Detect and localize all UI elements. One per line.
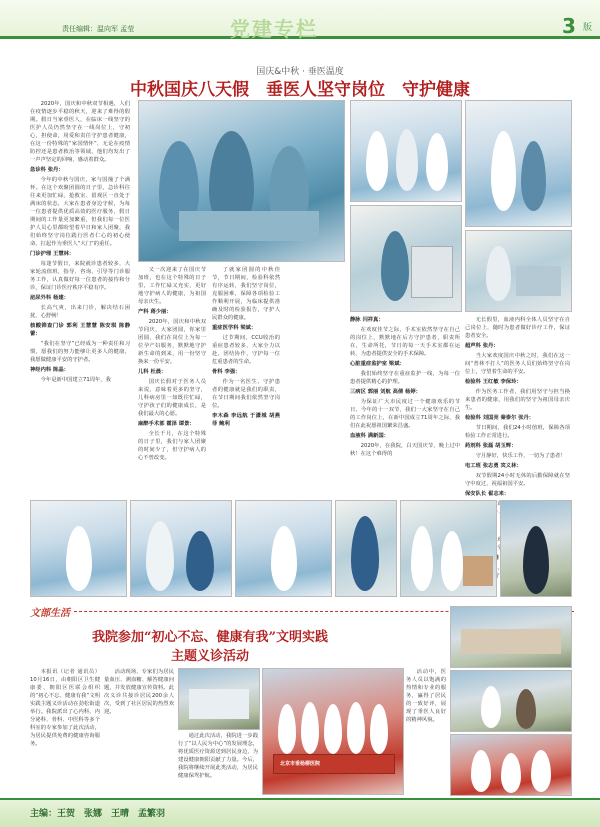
- paragraph: 双节假期24小时无休的后勤保障就在坚守中度过，祝福祖国平安。: [465, 473, 570, 487]
- article-column-5: [465, 316, 570, 496]
- lab-photo: [350, 205, 462, 312]
- paragraph: 国庆长假对于医务人员来说，意味着更多的坚守，儿科病房里一如既往忙碌，守护孩子们的健康成长，是我们最大的心愿。: [138, 379, 206, 417]
- article-column-3: [212, 266, 280, 496]
- paragraph: 全长千月，在这个特殊的日子里，我们与家人团聚的时间少了，但守护病人的心不曾改变。: [138, 431, 206, 461]
- section-title: 党建专栏: [230, 17, 318, 41]
- responsible-editors: 责任编辑：温向军 孟莹: [62, 25, 135, 33]
- paragraph: 今年的中秋与国庆，家与国撞了个满怀。在这个欢聚团圆的日子里，急诊科往往来更加忙碌，抢救室、留观区一直处于满床的状态，大家在患者身边守候，为每一位患者提供优质高效的医疗服务，假日期间的工作量更加繁重，但我们每一位医护人员心里都盼望着早日和家人团聚，我们始终坚守岗位践行医者仁心的初心使命，扛起作为垂医人“大门”的重任。: [30, 177, 130, 247]
- paragraph: 长高气爽，出来门诊，解决结石困扰，心舒畅！: [30, 305, 130, 319]
- page-suffix: 版: [583, 23, 593, 33]
- byline: 核酸筛查门诊 郭利 王慧慧 陈安琪 陈静蕾：: [30, 323, 130, 337]
- byline: 泌尿外科 杨建：: [30, 295, 69, 301]
- article-column-3b: [288, 266, 348, 496]
- byline: 急诊科 张丹：: [30, 167, 64, 173]
- paragraph: 作为一名医生，守护患者的健康就是我们的职责，在节日期间我们依然坚守岗位。: [212, 379, 280, 409]
- paragraph: 今年是新中国建立71周年，我: [40, 377, 111, 383]
- article-column-4: [350, 316, 460, 496]
- feature-headline-line1: 我院参加“初心不忘、健康有我”文明实践: [92, 630, 328, 645]
- byline: 超声科 张丹：: [465, 343, 499, 349]
- paragraph: “我们在坚守”已经成为一种责任和习惯，愿我们的努力能够让更多人的健康，我愿做健康平安的守护者。: [30, 341, 130, 363]
- paragraph: 为保证广大市民度过一个健康欢乐的节日，今年的十一双节，我们一大家坚守在自己的工作岗位上，在新中国成立71周年之际，我们在此祝愿祖国繁荣昌盛。: [350, 399, 460, 429]
- byline: 门诊护理 王慧林：: [30, 251, 75, 257]
- paragraph: 节日期间，我们24小时值班，保障各项检验工作正常进行。: [465, 425, 570, 439]
- paragraph: 在欢度佳节之际，手术室依然坚守在自己的岗位上，默默地在后方守护患者，职责所在，生命所托，节日的每一天手术室都在运转，为患者提供安全的手术保障。: [350, 327, 460, 357]
- paragraph: 无长假里，血液内科全体人员坚守在自己岗位上，随时为患者做好诊疗工作，保证患者安全。: [465, 317, 570, 339]
- chief-editors: 主编：王贺 张娜 王晴 孟繁羽: [30, 809, 166, 819]
- banner-text: 北京市垂杨柳医院: [280, 761, 321, 767]
- paragraph: 又一次迎来了在国庆节加班，也在这个特殊的日子里，工作忙碌又充实，更好地守护病人的健康，为祖国母亲庆生。: [138, 267, 206, 305]
- lead-headline: 中秋国庆八天假 垂医人坚守岗位 守护健康: [130, 80, 470, 100]
- paragraph: 作为医务工作者，我们用坚守与担当换来患者的健康，用我们的坚守为祖国母亲庆生。: [465, 389, 570, 411]
- feature-headline-line2: 主题义诊活动: [170, 649, 249, 664]
- byline: 电工班 张志勇 宾义林：: [465, 463, 522, 469]
- byline: 麻醉手术部 霍泽 谭景：: [138, 421, 195, 427]
- byline: 儿科 杜晨：: [138, 369, 167, 375]
- patient-care-photo: [465, 230, 572, 312]
- paragraph: 2020年，国庆和中秋双节同庆，大家团圆，你家里团圆，我们在岗位上为每一位孕产妇服务，默默地守护新生命的到来，用一份坚守换来一份平安。: [138, 319, 206, 365]
- byline: 检验科 王红敏 李保玲：: [465, 379, 522, 385]
- article-column-2: [138, 266, 206, 496]
- feature-section-tag: 文部生活: [30, 608, 70, 619]
- page-number: 3: [562, 14, 576, 38]
- outdoor-clinic-photo-3: [450, 734, 572, 796]
- outdoor-clinic-photo-1: [450, 606, 572, 668]
- doctor-portrait-photo: [335, 500, 397, 597]
- nucleic-test-photo: [130, 500, 232, 597]
- clinic-tent-photo: [178, 668, 260, 730]
- article-column-1: [30, 100, 130, 495]
- byline: 药剂科 张磊 胡玉辉：: [465, 443, 517, 449]
- paragraph: 了就家团圆的中秋佳节，节日期间，检验科依然有序运转，我们坚守岗位，克服困难，保障各项检验工作顺利开展，为临床提供准确及时的检验报告，守护人民群众的健康。: [212, 267, 280, 321]
- byline: 重症医学科 梁斌：: [212, 325, 257, 331]
- byline: 心脏重症监护室 梁斌：: [350, 361, 405, 367]
- feature-column-c: 通过此次活动，我院进一步践行了“以人民为中心”的发展理念，将优质医疗资源送到居民身边，为建设健康朝阳贡献了力量。今后，我院将继续开展此类活动，为居民健康保驾护航。: [178, 733, 258, 779]
- doctor-examination-photo: [465, 100, 572, 227]
- byline: 三病区 郭丽 刘航 高倩 杨婷：: [350, 389, 421, 395]
- paragraph: 我们始终坚守在重症监护一线，为每一位患者提供精心的护理。: [350, 371, 460, 385]
- feature-column-d: 活动中，医务人员以饱满的热情和专业的服务，赢得了居民的一致好评，展现了垂医人良好的精神风貌。: [406, 669, 446, 723]
- paragraph: 守月静好，快乐工作，一切为了患者！: [475, 453, 566, 459]
- byline: 产科 蒋少丽：: [138, 309, 172, 315]
- paragraph: 2020年，国庆和中秋双节相遇，人们在疫情逐步平稳的秋天，迎来了难得的假期。假日当家垂医人，在临床一线坚守的医护人员仍然坚守在一线岗位上，守初心，担使命，用爱和责任守护患者健康，在这一份特殊的“家国情怀”，无论在疫情防控还是患者救治等领域，他们均发出了一声声坚定的回响，感动着群众。: [30, 101, 130, 163]
- group-banner-photo: [262, 668, 404, 795]
- paragraph: 当大家欢度国庆中秋之时，我们在这一间“普林不打人”的医务人员们始终坚守在岗位上，守望着生命的平安。: [465, 353, 570, 375]
- byline: 静脉 闫祥真：: [350, 317, 384, 323]
- feature-column-a: 本报讯（记者 通讯员）10月16日，由朝阳区卫生健康委、朝阳区医联会组织的“初心不忘、健康有我”文明实践主题义诊活动在劲松街道举行。我院派出了心内科、内分泌科、骨科、中医科等多个科室的专家参加了此次活动，为居民提供免费的健康咨询服务。: [30, 669, 100, 747]
- byline: 血液科 满新国：: [350, 433, 389, 439]
- byline: 保安队长 翟志来：: [465, 491, 510, 497]
- ward-nurses-photo: [350, 100, 462, 202]
- paragraph: 2020年，在我院，白天国庆节，晚上过中秋！在这个难得的: [350, 443, 460, 457]
- paragraph: 过节期间，CCU收治的重症患者较多，大家全力以赴，团结协作，守护每一位危重患者的生命。: [212, 335, 280, 365]
- byline: 骨科 李强：: [212, 369, 241, 375]
- feature-column-b: 活动现场，专家们为居民量血压、测血糖、解答健康问题，并发放健康宣传资料。此次义诊共接诊居民200余人次，受到了社区居民的热烈欢迎。: [104, 669, 174, 715]
- security-guard-photo: [500, 500, 572, 597]
- nurse-station-photo: [235, 500, 332, 597]
- operating-room-photo: [138, 100, 345, 262]
- ward-round-photo: [400, 500, 497, 597]
- byline: 神经内科 陈晶：: [30, 367, 69, 373]
- pharmacy-photo: [30, 500, 127, 597]
- byline: 李木森 李远航 于潇城 胡燕菲 鲍利: [212, 413, 280, 427]
- paragraph: 每逢节假日，来院就诊患者较多，大家轮流值班，指导、咨询、引导等门诊服务工作，认真做好每一位患者的接待和分诊，保证门诊医疗秩序平稳有序。: [30, 261, 130, 291]
- byline: 检验科 刘国亮 秦泰尔 张丹：: [465, 415, 535, 421]
- outdoor-clinic-photo-2: [450, 670, 572, 732]
- lead-subhead: 国庆&中秋 · 垂医温度: [256, 67, 344, 77]
